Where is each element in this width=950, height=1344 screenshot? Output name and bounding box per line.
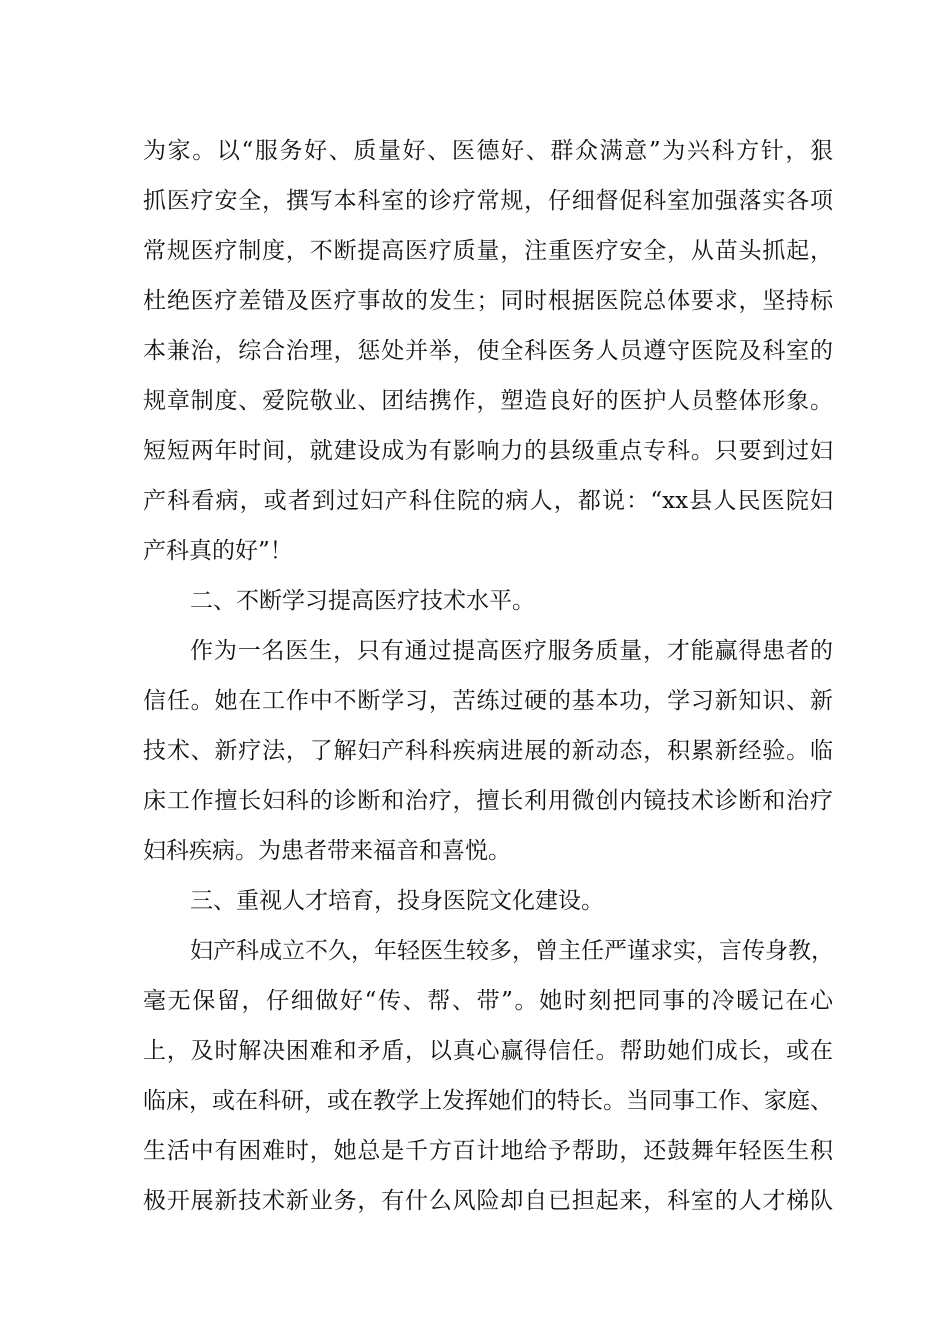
text-line: 产科看病，或者到过妇产科住院的病人，都说：“xx县人民医院妇: [143, 488, 833, 514]
text-line: 毫无保留，仔细做好“传、帮、带”。她时刻把同事的冷暖记在心: [143, 988, 833, 1014]
text-line: 作为一名医生，只有通过提高医疗服务质量，才能赢得患者的: [190, 638, 833, 664]
text-line: 本兼治，综合治理，惩处并举，使全科医务人员遵守医院及科室的: [143, 338, 833, 364]
text-line: 常规医疗制度，不断提高医疗质量，注重医疗安全，从苗头抓起，: [143, 238, 833, 264]
text-line: 妇科疾病。为患者带来福音和喜悦。: [143, 838, 511, 864]
text-line: 规章制度、爱院敬业、团结携作，塑造良好的医护人员整体形象。: [143, 388, 833, 414]
text-line: 妇产科成立不久，年轻医生较多，曾主任严谨求实，言传身教，: [190, 938, 834, 964]
text-line: 技术、新疗法，了解妇产科科疾病进展的新动态，积累新经验。临: [143, 738, 833, 764]
text-line: 抓医疗安全，撰写本科室的诊疗常规，仔细督促科室加强落实各项: [143, 188, 833, 214]
text-line: 临床，或在科研，或在教学上发挥她们的特长。当同事工作、家庭、: [143, 1088, 833, 1114]
text-line: 杜绝医疗差错及医疗事故的发生；同时根据医院总体要求，坚持标: [143, 288, 833, 314]
text-line: 产科真的好”！: [143, 538, 293, 564]
section-heading: 二、不断学习提高医疗技术水平。: [190, 588, 535, 614]
text-line: 信任。她在工作中不断学习，苦练过硬的基本功，学习新知识、新: [143, 688, 833, 714]
text-line: 短短两年时间，就建设成为有影响力的县级重点专科。只要到过妇: [143, 438, 833, 464]
text-line: 极开展新技术新业务，有什么风险却自已担起来，科室的人才梯队: [143, 1188, 833, 1214]
section-heading: 三、重视人才培育，投身医院文化建设。: [190, 888, 604, 914]
text-line: 生活中有困难时，她总是千方百计地给予帮助，还鼓舞年轻医生积: [143, 1138, 833, 1164]
text-line: 为家。以“服务好、质量好、医德好、群众满意”为兴科方针，狠: [143, 138, 833, 164]
text-line: 上，及时解决困难和矛盾，以真心赢得信任。帮助她们成长，或在: [143, 1038, 833, 1064]
text-line: 床工作擅长妇科的诊断和治疗，擅长利用微创内镜技术诊断和治疗: [143, 788, 833, 814]
